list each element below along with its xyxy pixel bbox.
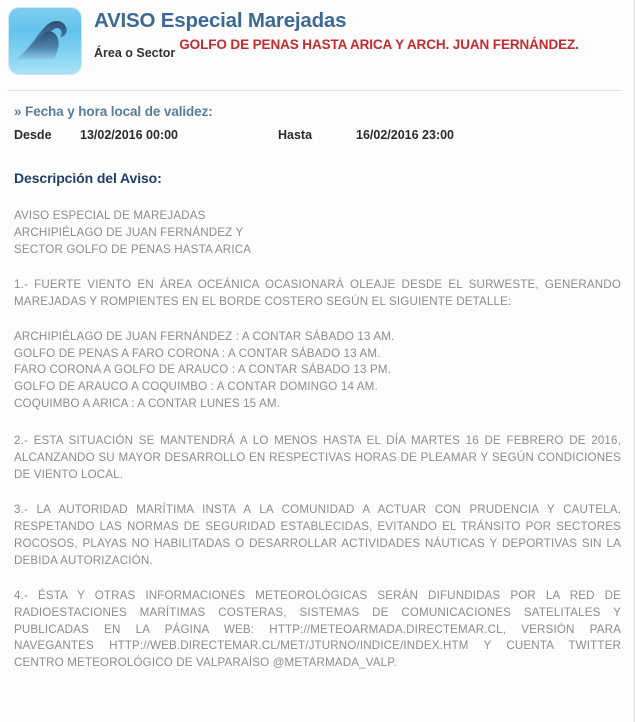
- item-4-text: 4.- ÉSTA Y OTRAS INFORMACIONES METEOROLÓGICAS SERÁN DIFUNDIDAS POR LA RED DE RADIOESTACIONES MARÍTIMAS COSTERAS, SISTEMAS DE COMUNICACIONES SATELITALES Y PUBLICADAS EN LA PÁGINA WEB: HTTP://METEOARMADA.DIRECTEMAR.CL, VERSIÓN PARA NAVEGANTES HTTP://WEB.DIRECTEMAR.CL/MET/JTURNO/INDICE/INDEX.HTM Y CUENTA TWITTER CENTRO METEOROLÓGICO DE VALPARAÍSO @METARMADA_VALP.: [14, 588, 621, 670]
- item-2-text: 2.- ESTA SITUACIÓN SE MANTENDRÁ A LO MENOS HASTA EL DÍA MARTES 16 DE FEBRERO DE 2016, ALCANZANDO SU MAYOR DESARROLLO EN RESPECTIVAS HORAS DE PLEAMAR Y SEGÚN CONDICIONES DE VIENTO LOCAL.: [14, 434, 621, 482]
- validity-section: [0, 91, 634, 142]
- validity-to-value: 16/02/2016 23:00: [356, 128, 455, 142]
- item-1-block: [14, 277, 621, 311]
- intro-line: SECTOR GOLFO DE PENAS HASTA ARICA: [14, 242, 252, 256]
- item-1-text: 1.- FUERTE VIENTO EN ÁREA OCEÁNICA OCASIONARÁ OLEAJE DESDE EL SURWESTE, GENERANDO MAREJADAS Y ROMPIENTES EN EL BORDE COSTERO SEGÚN EL SIGUIENTE DETALLE:: [14, 277, 621, 308]
- sector-row: [94, 36, 634, 60]
- validity-heading: » Fecha y hora local de validez:: [14, 104, 213, 119]
- sector-value: GOLFO DE PENAS HASTA ARICA Y ARCH. JUAN FERNÁNDEZ.: [179, 36, 579, 52]
- item-4-block: [14, 588, 621, 673]
- list-item: COQUIMBO A ARICA : A CONTAR LUNES 15 AM.: [14, 397, 281, 411]
- item-3-block: [14, 502, 621, 570]
- item-3-text: 3.- LA AUTORIDAD MARÍTIMA INSTA A LA COMUNIDAD A ACTUAR CON PRUDENCIA Y CAUTELA, RESPETANDO LAS NORMAS DE SEGURIDAD ESTABLECIDAS, EVITANDO EL TRÁNSITO POR SECTORES ROCOSOS, PLAYAS NO HABILITADAS O DESARROLLAR ACTIVIDADES NÁUTICAS Y DEPORTIVAS SIN LA DEBIDA AUTORIZACIÓN.: [14, 502, 621, 567]
- document-header: [0, 0, 634, 82]
- intro-line: AVISO ESPECIAL DE MAREJADAS: [14, 209, 206, 222]
- page-title: AVISO Especial Marejadas: [94, 9, 347, 32]
- list-item: GOLFO DE ARAUCO A COQUIMBO : A CONTAR DOMINGO 14 AM.: [14, 380, 378, 394]
- list-item: FARO CORONA A GOLFO DE ARAUCO : A CONTAR SÁBADO 13 PM.: [14, 363, 392, 377]
- sector-list-block: [14, 329, 621, 414]
- description-heading: Descripción del Aviso:: [14, 170, 162, 186]
- intro-line: ARCHIPIÉLAGO DE JUAN FERNÁNDEZ Y: [14, 225, 244, 239]
- wave-icon: [9, 8, 81, 74]
- header-text-group: [94, 8, 634, 60]
- intro-block: [14, 208, 621, 259]
- item-2-block: [14, 433, 621, 484]
- list-item: GOLFO DE PENAS A FARO CORONA : A CONTAR SÁBADO 13 AM.: [14, 346, 381, 360]
- validity-to-label: Hasta: [278, 128, 313, 142]
- description-body: [14, 208, 621, 672]
- validity-range-row: [14, 128, 634, 142]
- sector-label: Área o Sector: [94, 45, 176, 60]
- list-item: ARCHIPIÉLAGO DE JUAN FERNÁNDEZ : A CONTAR SÁBADO 13 AM.: [14, 329, 395, 343]
- validity-from-value: 13/02/2016 00:00: [80, 128, 179, 142]
- validity-from-label: Desde: [14, 128, 52, 142]
